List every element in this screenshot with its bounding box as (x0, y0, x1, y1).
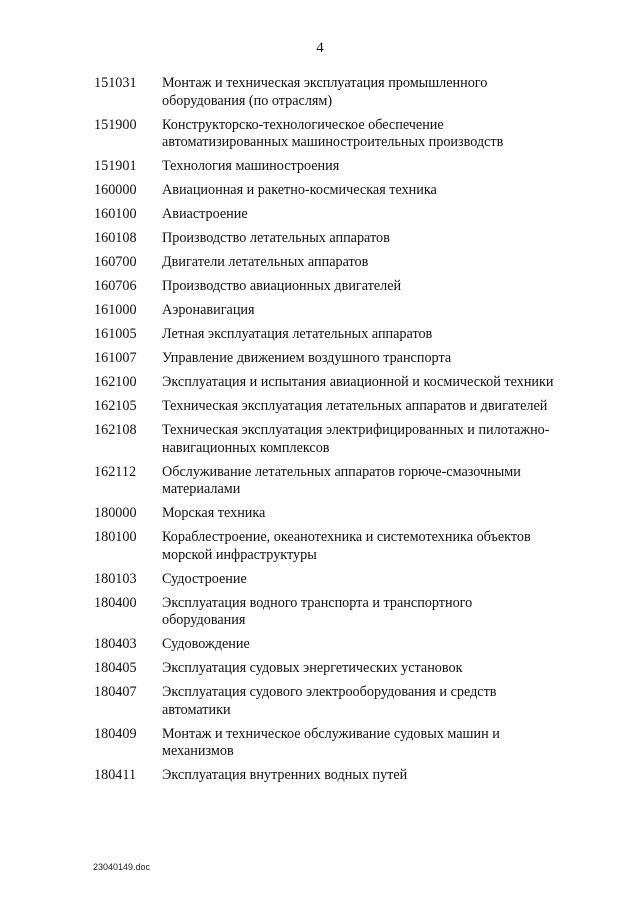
entry-code: 180409 (94, 725, 137, 742)
entry-code: 180000 (94, 505, 137, 521)
entry-title: Эксплуатация внутренних водных путей (162, 767, 408, 783)
entry-code: 162105 (94, 398, 137, 414)
list-item (94, 726, 554, 761)
entry-title: Эксплуатация и испытания авиационной и космической техники (162, 374, 554, 390)
entry-code: 180405 (94, 660, 137, 676)
entry-title: Технология машиностроения (162, 158, 340, 174)
list-item (94, 529, 554, 564)
entry-title: Техническая эксплуатация летательных аппаратов и двигателей (162, 398, 548, 414)
page-number: 4 (316, 40, 324, 56)
list-item (94, 206, 554, 224)
entry-title: Морская техника (162, 505, 266, 521)
entry-title: Обслуживание летательных аппаратов горюче-смазочными материалами (162, 463, 521, 497)
entry-code: 160100 (94, 206, 137, 222)
list-item (94, 182, 554, 200)
entry-title: Эксплуатация судовых энергетических установок (162, 660, 463, 676)
list-item (94, 398, 554, 416)
list-item (94, 505, 554, 523)
list-item (94, 636, 554, 654)
list-item (94, 278, 554, 296)
footer-filename: 23040149.doc (93, 862, 151, 872)
entry-title: Авиастроение (162, 206, 248, 222)
entry-title: Кораблестроение, океанотехника и системотехника объектов морской инфраструктуры (162, 529, 531, 563)
list-item (94, 595, 554, 630)
list-item (94, 117, 554, 152)
list-item (94, 302, 554, 320)
list-item (94, 684, 554, 719)
entry-title: Монтаж и техническая эксплуатация промышленного оборудования (по отраслям) (162, 75, 488, 109)
entry-code: 180403 (94, 636, 137, 652)
list-item (94, 158, 554, 176)
entry-code: 151901 (94, 158, 137, 174)
entry-code: 160108 (94, 230, 137, 246)
entry-code: 180100 (94, 529, 137, 545)
entry-title: Эксплуатация водного транспорта и транспортного оборудования (162, 594, 473, 628)
entry-code: 161000 (94, 302, 137, 318)
entry-title: Авиационная и ракетно-космическая техника (162, 182, 437, 198)
entry-code: 180411 (94, 767, 137, 783)
entry-code: 160000 (94, 182, 137, 198)
list-item (94, 350, 554, 368)
list-item (94, 422, 554, 457)
entry-code: 161007 (94, 350, 137, 366)
entry-code: 160706 (94, 278, 137, 294)
entry-code: 151031 (94, 75, 137, 91)
entry-code: 162108 (94, 422, 137, 438)
list-item (94, 326, 554, 344)
entry-title: Судостроение (162, 570, 247, 587)
entries-list (94, 75, 554, 791)
list-item (94, 464, 554, 499)
entry-title: Техническая эксплуатация электрифицированных и пилотажно-навигационных комплексов (162, 422, 550, 456)
entry-code: 180103 (94, 570, 137, 587)
entry-title: Монтаж и техническое обслуживание судовых машин и механизмов (162, 725, 500, 759)
entry-code: 162100 (94, 374, 137, 390)
entry-title: Производство летательных аппаратов (162, 230, 390, 246)
entry-title: Производство авиационных двигателей (162, 278, 402, 294)
list-item (94, 254, 554, 272)
entry-title: Конструкторско-технологическое обеспечение автоматизированных машиностроительных производств (162, 116, 504, 150)
entry-title: Летная эксплуатация летательных аппаратов (162, 326, 433, 342)
entry-code: 162112 (94, 463, 137, 480)
list-item (94, 767, 554, 785)
entry-code: 161005 (94, 326, 137, 342)
list-item (94, 571, 554, 589)
entry-title: Эксплуатация судового электрооборудования и средств автоматики (162, 684, 497, 718)
list-item (94, 374, 554, 392)
entry-code: 180400 (94, 594, 137, 611)
entry-code: 180407 (94, 684, 137, 700)
entry-title: Двигатели летательных аппаратов (162, 254, 369, 270)
list-item (94, 75, 554, 110)
entry-title: Аэронавигация (162, 302, 255, 318)
list-item (94, 230, 554, 248)
list-item (94, 660, 554, 678)
entry-code: 160700 (94, 254, 137, 270)
entry-title: Управление движением воздушного транспорта (162, 350, 452, 366)
entry-title: Судовождение (162, 636, 250, 652)
entry-code: 151900 (94, 116, 137, 133)
